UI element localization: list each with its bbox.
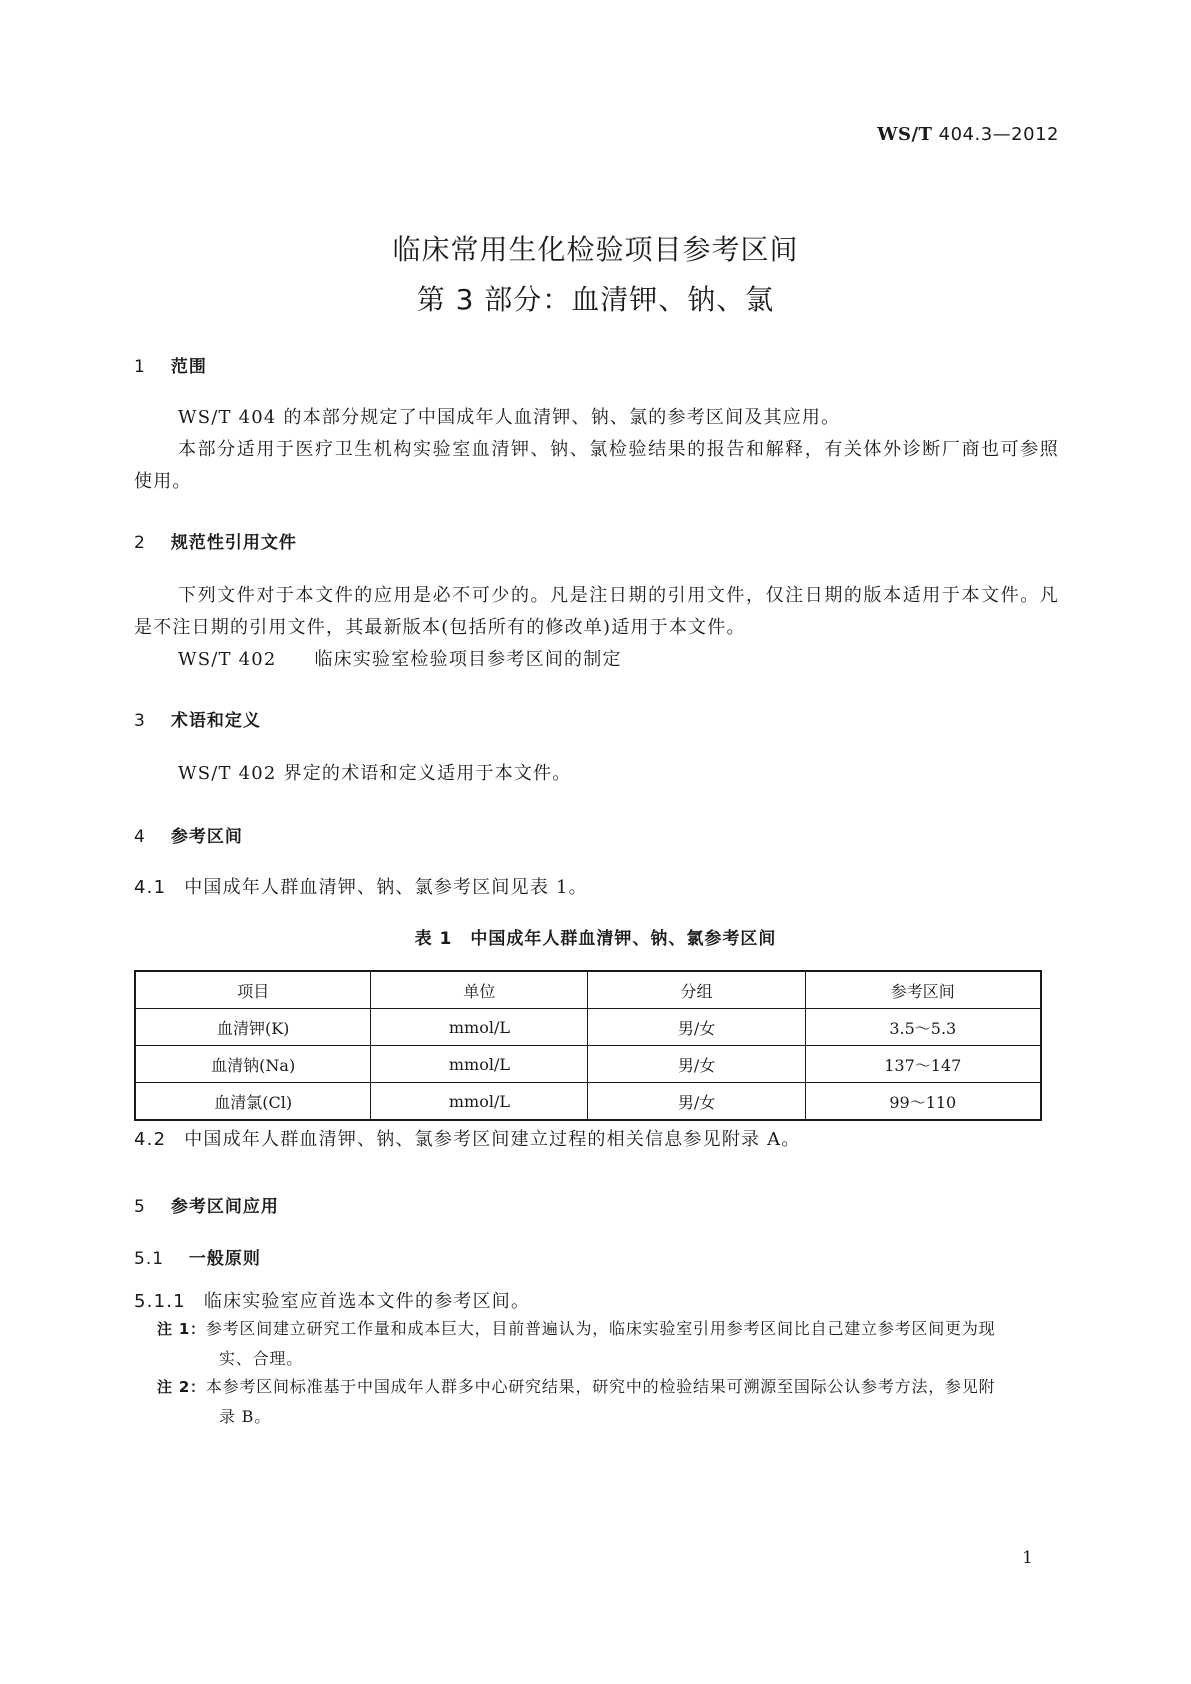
section-1-paragraph-2: 本部分适用于医疗卫生机构实验室血清钾、钠、氯检验结果的报告和解释，有关体外诊断厂商也可参照使用。: [134, 439, 1059, 492]
clause-number: 5.1.1: [134, 1291, 186, 1312]
cell-interval: 137～147: [805, 1046, 1041, 1083]
section-number: 3: [134, 711, 146, 731]
section-title: 参考区间: [170, 827, 243, 847]
table-row: [135, 1046, 1041, 1083]
table-1-caption: 表 1 中国成年人群血清钾、钠、氯参考区间: [414, 929, 777, 949]
note-text-continued: 录 B。: [219, 1407, 272, 1426]
clause-title: 一般原则: [188, 1249, 261, 1269]
note-label: 注 1：: [157, 1320, 206, 1338]
clause-number: 4.2: [134, 1129, 167, 1150]
document-subtitle: 第 3 部分：血清钾、钠、氯: [416, 283, 775, 316]
cell-group: 男/女: [588, 1046, 805, 1083]
clause-4-1: [134, 872, 1059, 904]
section-2-paragraph-1: 下列文件对于本文件的应用是必不可少的。凡是注日期的引用文件，仅注日期的版本适用于本文件。凡是不注日期的引用文件，其最新版本(包括所有的修改单)适用于本文件。: [134, 585, 1059, 638]
section-5-heading: [134, 1192, 279, 1217]
standard-prefix: WS/T: [877, 124, 933, 145]
column-header-interval: 参考区间: [805, 971, 1041, 1009]
table-header-row: [135, 971, 1041, 1009]
note-label: 注 2：: [157, 1378, 206, 1396]
column-header-group: 分组: [588, 971, 805, 1009]
cell-item: 血清氯(Cl): [135, 1083, 371, 1121]
document-title: 临床常用生化检验项目参考区间: [392, 233, 799, 266]
clause-number: 5.1: [134, 1249, 165, 1269]
clause-text: 中国成年人群血清钾、钠、氯参考区间建立过程的相关信息参见附录 A。: [184, 1129, 801, 1150]
section-title: 规范性引用文件: [170, 533, 297, 553]
clause-5-1-heading: [134, 1244, 261, 1269]
reference-code: WS/T 402: [178, 649, 277, 670]
section-3-paragraph-1: WS/T 402 界定的术语和定义适用于本文件。: [178, 763, 572, 784]
section-title: 范围: [170, 357, 207, 377]
section-4-heading: [134, 822, 243, 847]
cell-unit: mmol/L: [371, 1009, 588, 1046]
section-number: 4: [134, 827, 146, 847]
cell-interval: 3.5～5.3: [805, 1009, 1041, 1046]
cell-item: 血清钠(Na): [135, 1046, 371, 1083]
column-header-unit: 单位: [371, 971, 588, 1009]
clause-text: 临床实验室应首选本文件的参考区间。: [203, 1291, 531, 1312]
note-text: 本参考区间标准基于中国成年人群多中心研究结果，研究中的检验结果可溯源至国际公认参考方法，参见附: [205, 1377, 996, 1396]
standard-number: 404.3—2012: [938, 124, 1059, 145]
section-2-heading: [134, 528, 297, 553]
section-3-heading: [134, 706, 261, 731]
cell-unit: mmol/L: [371, 1083, 588, 1121]
cell-interval: 99～110: [805, 1083, 1041, 1121]
clause-number: 4.1: [134, 877, 167, 898]
section-1-paragraph-1: WS/T 404 的本部分规定了中国成年人血清钾、钠、氯的参考区间及其应用。: [178, 407, 841, 428]
table-row: [135, 1009, 1041, 1046]
column-header-item: 项目: [135, 971, 371, 1009]
clause-4-2: [134, 1124, 1059, 1156]
section-number: 2: [134, 533, 146, 553]
page-number: 1: [1022, 1548, 1033, 1568]
note-1: [157, 1314, 1062, 1374]
cell-unit: mmol/L: [371, 1046, 588, 1083]
cell-item: 血清钾(K): [135, 1009, 371, 1046]
reference-title: 临床实验室检验项目参考区间的制定: [314, 649, 622, 670]
note-text: 参考区间建立研究工作量和成本巨大，目前普遍认为，临床实验室引用参考区间比自己建立参考区间更为现: [205, 1319, 996, 1338]
clause-text: 中国成年人群血清钾、钠、氯参考区间见表 1。: [184, 877, 588, 898]
normative-reference: [134, 644, 1059, 676]
section-1-heading: [134, 352, 207, 377]
standard-code: [877, 124, 1059, 145]
section-number: 5: [134, 1197, 146, 1217]
reference-interval-table: [134, 970, 1042, 1121]
section-title: 术语和定义: [170, 711, 261, 731]
section-number: 1: [134, 357, 146, 377]
note-text-continued: 实、合理。: [219, 1349, 304, 1368]
note-2: [157, 1372, 1062, 1432]
cell-group: 男/女: [588, 1009, 805, 1046]
table-row: [135, 1083, 1041, 1121]
cell-group: 男/女: [588, 1083, 805, 1121]
section-title: 参考区间应用: [170, 1197, 279, 1217]
